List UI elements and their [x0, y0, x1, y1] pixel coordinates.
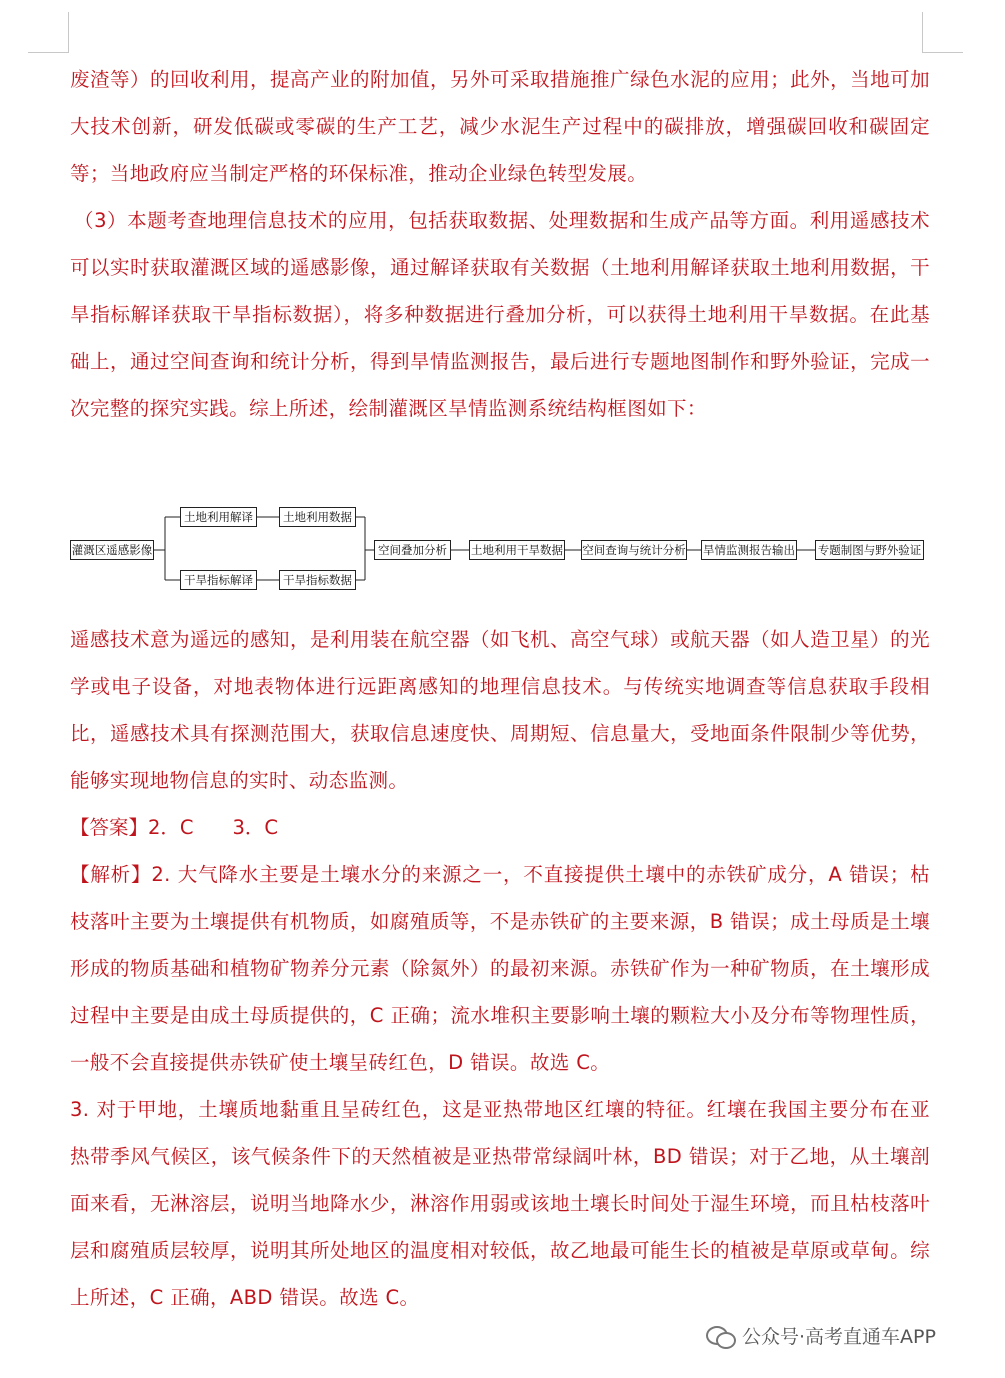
wechat-icon	[706, 1324, 736, 1348]
node-landuse-drought-data: 土地利用干旱数据	[469, 540, 565, 560]
paragraph-analysis-2: 【解析】2. 大气降水主要是土壤水分的来源之一，不直接提供土壤中的赤铁矿成分，A 错误；枯枝落叶主要为土壤提供有机物质，如腐殖质等，不是赤铁矿的主要来源，B 错误；成土母质是土壤形成的物质基础和植物矿物养分元素（除氮外）的最初来源。赤铁矿作为一种矿物质，在土壤形成过程中主要是由成土母质提供的，C 正确；流水堆积主要影响土壤的颗粒大小及分布等物理性质，一般不会直接提供赤铁矿使土壤呈砖红色，D 错误。故选 C。	[70, 863, 930, 1074]
node-drought-data: 干旱指标数据	[279, 570, 356, 590]
answer-line: 【答案】2．C 3．C	[70, 816, 279, 839]
page-corner-mark-top-right	[922, 12, 963, 53]
page-corner-mark-top-left	[28, 12, 69, 53]
node-mapping-validation: 专题制图与野外验证	[815, 540, 924, 560]
watermark	[706, 1322, 936, 1349]
paragraph-question-3: （3）本题考查地理信息技术的应用，包括获取数据、处理数据和生成产品等方面。利用遥感技术可以实时获取灌溉区域的遥感影像，通过解译获取有关数据（土地利用解译获取土地利用数据，干旱指标解译获取干旱指标数据），将多种数据进行叠加分析，可以获得土地利用干旱数据。在此基础上，通过空间查询和统计分析，得到旱情监测报告，最后进行专题地图制作和野外验证，完成一次完整的探究实践。综上所述，绘制灌溉区旱情监测系统结构框图如下：	[70, 209, 930, 420]
node-spatial-overlay: 空间叠加分析	[374, 540, 451, 560]
node-query-statistics: 空间查询与统计分析	[581, 540, 687, 560]
document-body-lower	[70, 616, 930, 1321]
paragraph-recycling: 废渣等）的回收利用，提高产业的附加值，另外可采取措施推广绿色水泥的应用；此外，当地可加大技术创新，研发低碳或零碳的生产工艺，减少水泥生产过程中的碳排放，增强碳回收和碳固定等；当地政府应当制定严格的环保标准，推动企业绿色转型发展。	[70, 68, 930, 185]
node-landuse-data: 土地利用数据	[279, 507, 356, 527]
node-landuse-interpretation: 土地利用解译	[180, 507, 257, 527]
node-drought-interpretation: 干旱指标解译	[180, 570, 257, 590]
node-remote-sensing-image: 灌溉区遥感影像	[70, 540, 154, 560]
drought-monitoring-flowchart	[0, 480, 1005, 600]
watermark-text: 公众号·高考直通车APP	[742, 1326, 936, 1348]
paragraph-remote-sensing: 遥感技术意为遥远的感知，是利用装在航空器（如飞机、高空气球）或航天器（如人造卫星）的光学或电子设备，对地表物体进行远距离感知的地理信息技术。与传统实地调查等信息获取手段相比，遥感技术具有探测范围大，获取信息速度快、周期短、信息量大，受地面条件限制少等优势，能够实现地物信息的实时、动态监测。	[70, 628, 930, 792]
node-report-output: 旱情监测报告输出	[701, 540, 797, 560]
document-body	[70, 56, 930, 432]
paragraph-analysis-3: 3. 对于甲地，土壤质地黏重且呈砖红色，这是亚热带地区红壤的特征。红壤在我国主要分布在亚热带季风气候区，该气候条件下的天然植被是亚热带常绿阔叶林，BD 错误；对于乙地，从土壤剖面来看，无淋溶层，说明当地降水少，淋溶作用弱或该地土壤长时间处于湿生环境，而且枯枝落叶层和腐殖质层较厚，说明其所处地区的温度相对较低，故乙地最可能生长的植被是草原或草甸。综上所述，C 正确，ABD 错误。故选 C。	[70, 1098, 930, 1309]
